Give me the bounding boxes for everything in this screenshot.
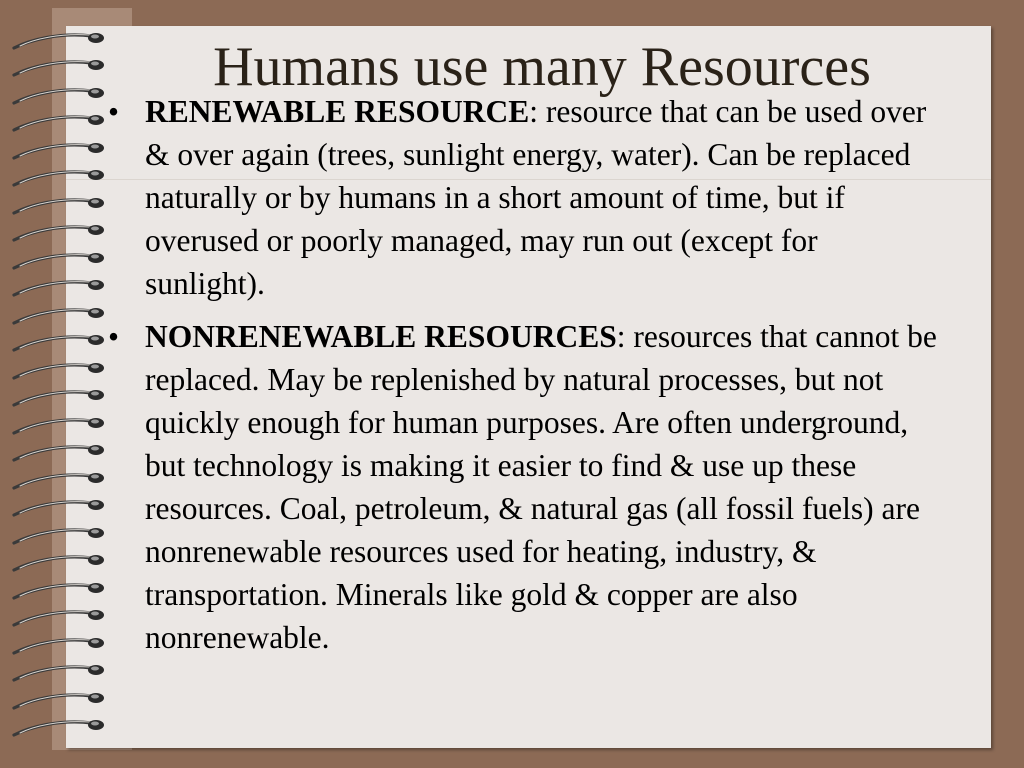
definition-nonrenewable: : resources that cannot be replaced. May be replenished by natural processes, but not quickly enough for human purposes. Are often underground, but technology is making it easier to find & use up these resources. Coal, petroleum, & natural gas (all fossil fuels) are nonrenewable resources used for heating, industry, & transportation. Minerals like gold & copper are also nonrenewable. (145, 319, 937, 655)
spiral-ring (14, 665, 104, 680)
spiral-ring (14, 583, 104, 598)
spiral-ring (14, 500, 104, 515)
bullet-renewable (108, 90, 938, 305)
bullet-marker: • (108, 319, 120, 354)
spiral-binding-icon (0, 0, 120, 768)
spiral-ring (14, 473, 104, 488)
term-renewable: RENEWABLE RESOURCE (145, 94, 530, 129)
spiral-ring (14, 555, 104, 570)
definition-renewable: : resource that can be used over & over again (trees, sunlight energy, water). Can be replaced naturally or by humans in a short amount of time, but if overused or poorly managed, may run out (except for sunlight). (145, 94, 927, 301)
spiral-ring (14, 363, 104, 378)
spiral-ring (14, 198, 104, 213)
spiral-ring (14, 143, 104, 158)
spiral-ring (14, 528, 104, 543)
spiral-ring (14, 115, 104, 130)
spiral-ring (14, 390, 104, 405)
bullet-marker: • (108, 94, 120, 129)
spiral-ring (14, 693, 104, 708)
spiral-ring (14, 170, 104, 185)
spiral-ring (14, 638, 104, 653)
spiral-ring (14, 280, 104, 295)
spiral-ring (14, 720, 104, 735)
slide-body (108, 90, 938, 669)
spiral-ring (14, 418, 104, 433)
slide-title: Humans use many Resources (213, 36, 871, 98)
spiral-ring (14, 308, 104, 323)
spiral-ring (14, 225, 104, 240)
bullet-nonrenewable (108, 315, 938, 659)
spiral-ring (14, 445, 104, 460)
spiral-ring (14, 610, 104, 625)
spiral-ring (14, 335, 104, 350)
spiral-ring (14, 253, 104, 268)
term-nonrenewable: NONRENEWABLE RESOURCES (145, 319, 617, 354)
